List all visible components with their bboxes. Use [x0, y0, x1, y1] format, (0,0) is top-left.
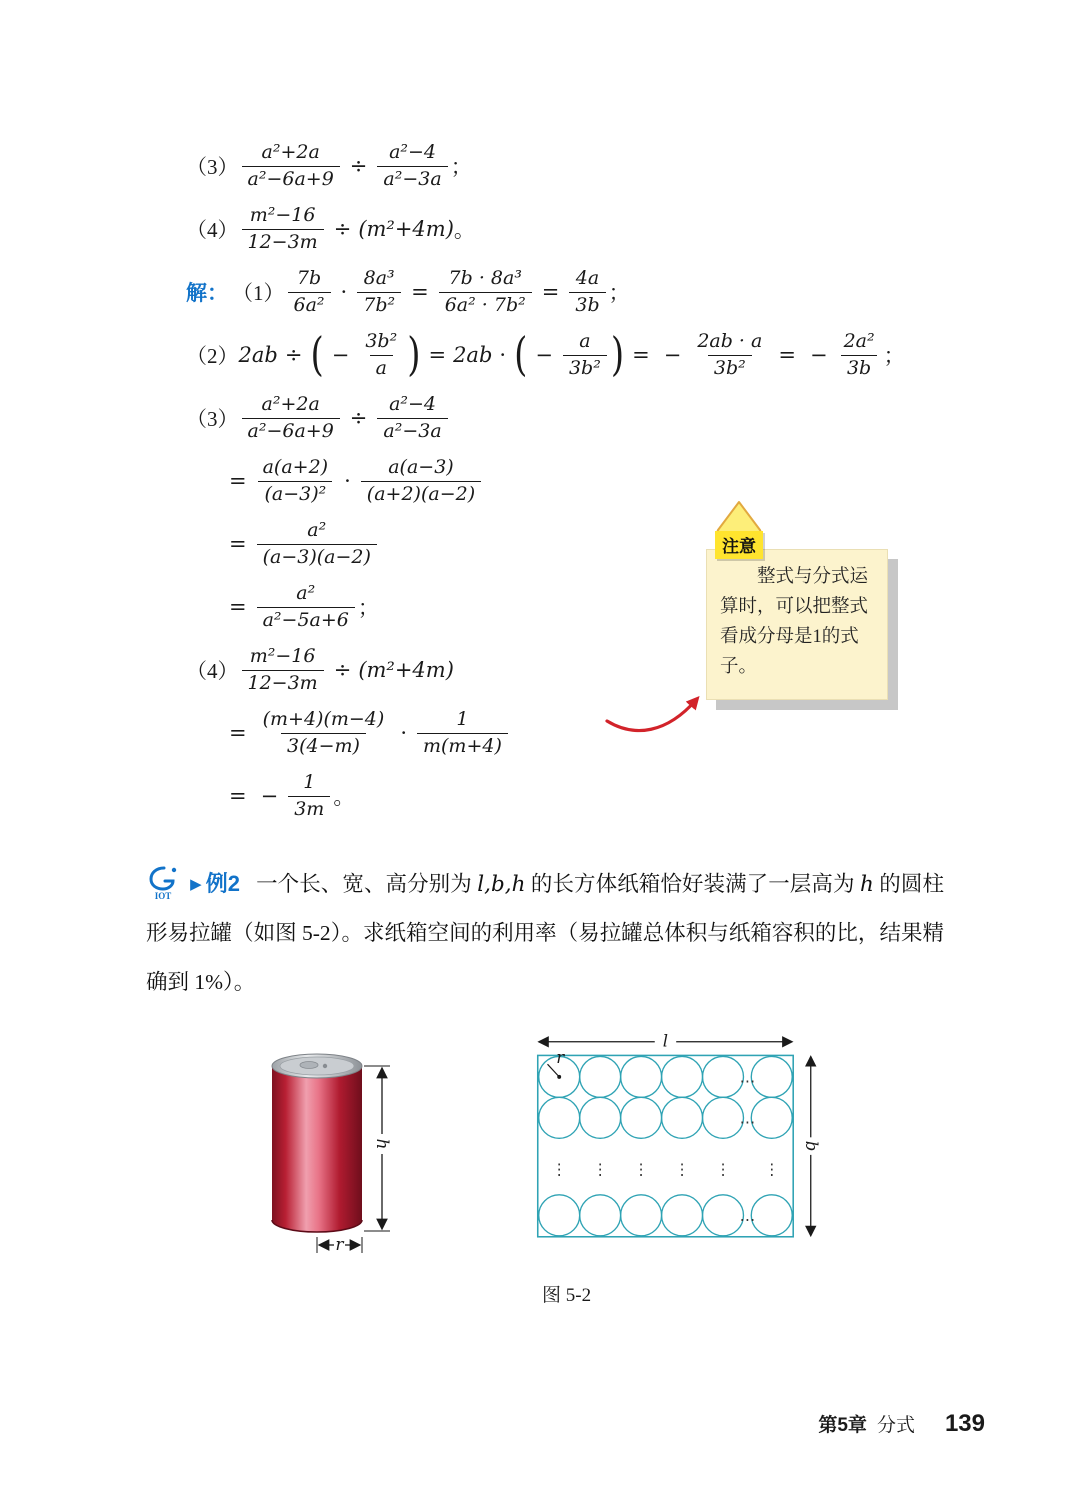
svg-text:⋮: ⋮: [715, 1160, 731, 1179]
math-token: （4）: [186, 218, 239, 242]
math-token: −: [535, 343, 553, 367]
svg-text:⋮: ⋮: [592, 1160, 608, 1179]
can-height-label: h: [372, 1138, 392, 1150]
math-token: (m²+4m): [358, 217, 454, 241]
svg-text:⋮: ⋮: [763, 1160, 780, 1179]
math-token: 解：: [186, 282, 228, 305]
math-line: [222, 452, 1065, 510]
circle-radius-marker: [548, 1048, 566, 1079]
math-token: ；: [450, 155, 472, 179]
math-token: =: [229, 721, 247, 745]
fraction: $\frac{\text{7b · 8a³}}{\text{6a² · 7b²}}$: [439, 266, 532, 318]
iot-icon-label: IOT: [154, 891, 172, 901]
fraction: $\frac{\text{a²+2a}}{\text{a²−6a+9}}$: [242, 140, 340, 192]
math-line: [186, 389, 1065, 447]
math-token: =: [428, 343, 447, 367]
can-radius-label: r: [335, 1235, 344, 1256]
math-token: ÷: [333, 658, 352, 682]
fraction: $\frac{2ab \cdot a}{\text{3b²}}$: [691, 329, 768, 381]
note-body: 整式与分式运算时，可以把整式看成分母是1的式子。: [720, 567, 869, 677]
example-marker-icon: ▶: [190, 877, 202, 893]
fraction: $\frac{1}{3m}$: [288, 770, 330, 822]
math-token: （1）: [232, 281, 285, 305]
math-line: [222, 767, 1065, 825]
math-token: ·: [344, 469, 351, 493]
math-token: (m²+4m): [358, 658, 454, 682]
math-token: （3）: [186, 407, 239, 431]
math-token: 2ab: [453, 343, 493, 367]
footer-chapter: 第5章: [818, 1415, 867, 1436]
svg-text:⋮: ⋮: [551, 1160, 567, 1179]
svg-text:…: …: [739, 1068, 756, 1087]
math-token: =: [229, 469, 247, 493]
warning-triangle-icon: [716, 500, 762, 534]
math-token: =: [778, 343, 796, 367]
math-token: =: [229, 784, 247, 808]
math-line: [186, 200, 1065, 258]
math-token: l,b,h: [477, 872, 526, 897]
math-token: ÷: [333, 217, 352, 241]
math-token: =: [229, 595, 247, 619]
math-token: ；: [608, 281, 630, 305]
math-token: ÷: [349, 154, 368, 178]
math-token: 。: [333, 785, 355, 809]
fraction: $\frac{\text{m²−16}}{12-3m}$: [242, 203, 324, 255]
fraction: $\frac{\text{a²−4}}{\text{a²−3a}}$: [377, 140, 447, 192]
math-line: [222, 578, 1065, 636]
math-line: [222, 515, 1065, 573]
fraction: $\frac{\text{m²−16}}{12-3m}$: [242, 644, 324, 696]
math-line: [186, 137, 1065, 195]
red-arrow-pointer-icon: [595, 683, 717, 743]
math-token: =: [541, 280, 560, 304]
svg-text:…: …: [739, 1207, 756, 1226]
fraction: $\frac{\text{3b²}}{a}$: [359, 329, 403, 381]
fraction: $\frac{1}{m(m+4)}$: [417, 707, 508, 759]
math-line: [186, 326, 1065, 384]
fraction: $\frac{a(a+2)}{\text{(a−3)²}}$: [257, 455, 335, 507]
can-radius-dimension: [317, 1235, 362, 1255]
math-token: =: [632, 343, 650, 367]
box-length-label: l: [662, 1031, 669, 1051]
can-height-dimension: [364, 1066, 392, 1231]
svg-text:…: …: [739, 1109, 756, 1128]
box-width-label: b: [801, 1140, 821, 1152]
math-token: −: [809, 343, 828, 367]
figure-5-2: [252, 1028, 1065, 1272]
soda-can-illustration: [252, 1028, 422, 1260]
fraction: $\frac{\text{a²}}{\text{a²−5a+6}}$: [257, 581, 355, 633]
math-token: （3）: [186, 155, 239, 179]
math-line: [186, 263, 1065, 321]
math-token: ): [407, 328, 421, 382]
math-token: ；: [883, 344, 905, 368]
math-token: 一个长、宽、高分别为: [256, 872, 478, 896]
math-token: ·: [400, 721, 407, 745]
example-label: 例2: [205, 871, 240, 896]
fraction: $\frac{\text{a²+2a}}{\text{a²−6a+9}}$: [242, 392, 340, 444]
note-badge: [710, 500, 768, 559]
fraction: $\frac{\text{a²−4}}{\text{a²−3a}}$: [377, 392, 447, 444]
fraction: $\frac{\text{a²}}{(a-3)(a-2)}$: [257, 518, 377, 570]
math-token: −: [663, 343, 682, 367]
math-token: 2ab: [238, 343, 278, 367]
fraction: $\frac{\text{2a²}}{3b}$: [838, 329, 881, 381]
math-token: h: [860, 872, 874, 897]
fraction: $\frac{a(a-3)}{(a+2)(a-2)}$: [361, 455, 481, 507]
box-width-dimension: [802, 1058, 821, 1235]
math-token: =: [411, 280, 429, 304]
math-token: −: [331, 343, 350, 367]
box-length-dimension: [540, 1032, 792, 1051]
math-token: ÷: [349, 406, 368, 430]
math-token: (: [514, 328, 528, 382]
math-token: ；: [357, 596, 379, 620]
math-token: ÷: [284, 343, 303, 367]
math-token: (: [310, 328, 324, 382]
math-token: （4）: [186, 659, 239, 683]
box-packing-diagram: [528, 1028, 840, 1272]
fraction: $\frac{4a}{3b}$: [569, 266, 605, 318]
figure-caption: 图 5-2: [542, 1285, 592, 1307]
note-box: [706, 537, 888, 700]
svg-text:⋮: ⋮: [674, 1160, 690, 1179]
math-token: 的长方体纸箱恰好装满了一层高为: [525, 872, 860, 896]
fraction: $\frac{(m+4)(m-4)}{3(4-m)}$: [257, 707, 391, 759]
fraction: $\frac{7b}{\text{6a²}}$: [288, 266, 331, 318]
svg-text:⋮: ⋮: [633, 1160, 649, 1179]
fraction: $\frac{\text{8a³}}{\text{7b²}}$: [357, 266, 401, 318]
math-token: （2）: [186, 344, 239, 368]
fraction: $\frac{a}{\text{3b²}}$: [563, 329, 607, 381]
page-footer: [818, 1410, 985, 1438]
math-token: 的圆柱形易拉罐（如图 5-2）。求纸箱空间的利用率（易拉罐总体积与纸箱容积的比，结果精确到 1%）。: [146, 872, 944, 994]
iot-icon: [146, 861, 182, 901]
example-text: [146, 872, 944, 994]
math-token: 。: [453, 218, 475, 242]
math-token: ·: [340, 280, 348, 304]
footer-section: 分式: [876, 1415, 915, 1436]
box-radius-label: r: [556, 1048, 565, 1068]
can-body: [272, 1054, 362, 1232]
example-paragraph: [146, 859, 944, 1006]
note-title: 注意: [715, 531, 763, 559]
footer-page-number: 139: [944, 1410, 985, 1437]
math-token: ): [610, 328, 625, 382]
math-token: −: [260, 784, 279, 808]
math-token: ·: [499, 343, 507, 367]
math-token: =: [229, 532, 247, 556]
